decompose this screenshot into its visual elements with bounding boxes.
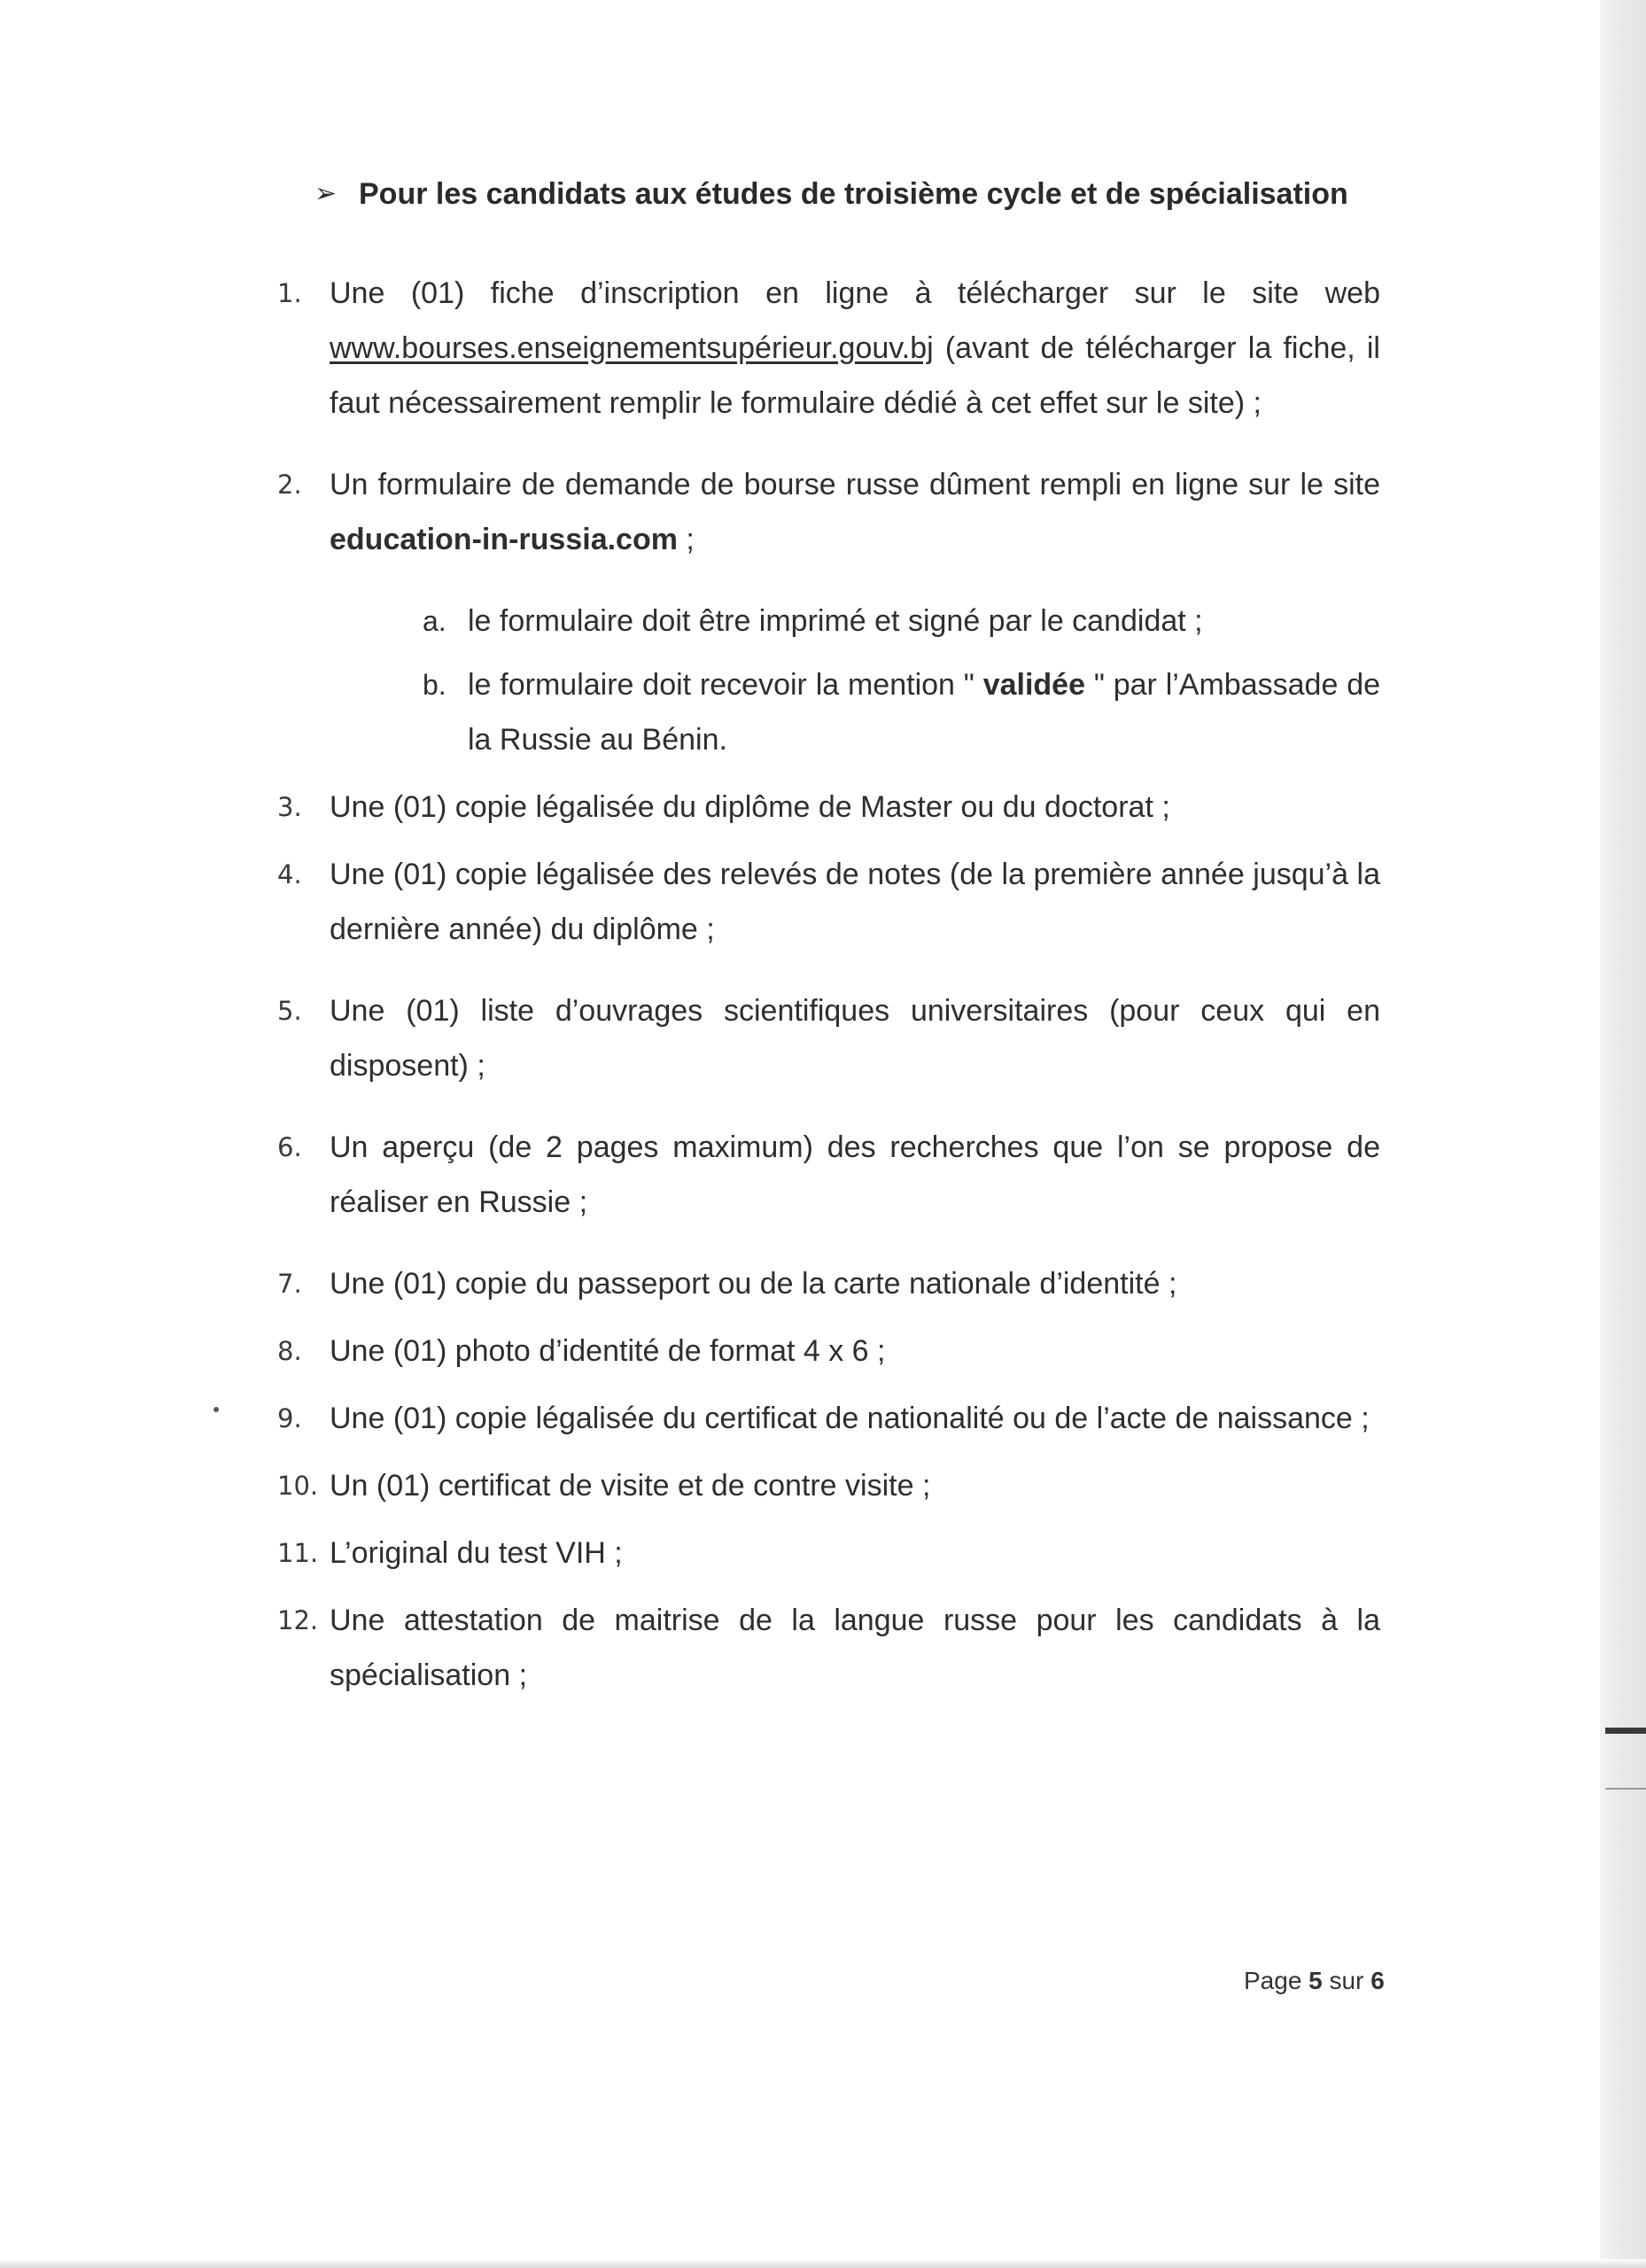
- item-number: 8.: [277, 1336, 302, 1366]
- item-text: Une (01) fiche d’inscription en ligne à télécharger sur le site web: [330, 276, 1380, 310]
- sub-list-item: [277, 594, 1380, 649]
- website-link[interactable]: www.bourses.enseignementsupérieur.gouv.bj: [330, 331, 934, 365]
- sub-list-item: [277, 657, 1380, 767]
- page-current: 5: [1308, 1967, 1323, 1994]
- item-number: 6.: [277, 1132, 302, 1162]
- list-item: [277, 457, 1380, 567]
- item-text: Une (01) photo d’identité de format 4 x 6 ;: [330, 1334, 886, 1368]
- item-text: Une (01) copie légalisée du certificat de nationalité ou de l’acte de naissance ;: [330, 1402, 1370, 1435]
- scan-edge-mark: [1605, 1728, 1646, 1734]
- item-text: ;: [677, 523, 695, 556]
- page-total: 6: [1370, 1967, 1385, 1994]
- scan-edge: [1600, 0, 1646, 2268]
- item-number: 12.: [277, 1605, 319, 1635]
- scan-edge-mark: [1605, 1788, 1646, 1790]
- item-number: 5.: [277, 996, 302, 1026]
- item-number: 9.: [277, 1403, 302, 1433]
- document-body: [277, 167, 1380, 1703]
- list-item: [277, 1526, 1380, 1581]
- item-text: Un (01) certificat de visite et de contre visite ;: [330, 1469, 931, 1503]
- requirements-list: [277, 266, 1380, 1703]
- list-item: [277, 266, 1380, 431]
- item-number: 11.: [277, 1538, 319, 1568]
- item-number: 4.: [277, 859, 302, 889]
- list-item: [277, 1256, 1380, 1311]
- item-text: Une (01) copie du passeport ou de la carte nationale d’identité ;: [330, 1267, 1177, 1301]
- sub-item-text: " par l’Ambassade de la Russie au Bénin.: [468, 668, 1381, 757]
- item-number: 3.: [277, 792, 302, 822]
- list-item: [277, 847, 1380, 957]
- list-item: [277, 1593, 1380, 1703]
- sub-item-text: le formulaire doit recevoir la mention ": [468, 668, 983, 702]
- item-text: Une (01) liste d’ouvrages scientifiques universitaires (pour ceux qui en disposent) ;: [330, 994, 1380, 1083]
- section-heading-text: Pour les candidats aux études de troisième cycle et de spécialisation: [359, 177, 1348, 211]
- item-number: 10.: [277, 1471, 319, 1501]
- item-number: 7.: [277, 1269, 302, 1299]
- scan-bottom-edge: [0, 2259, 1646, 2268]
- page-separator: sur: [1322, 1967, 1371, 1994]
- item-text: Une attestation de maitrise de la langue russe pour les candidats à la spécialisation ;: [330, 1604, 1380, 1692]
- list-item: [277, 983, 1380, 1093]
- emphasis-text: validée: [982, 668, 1085, 702]
- scan-speck: [214, 1407, 219, 1412]
- list-item: [277, 1391, 1380, 1446]
- item-number: 2.: [277, 470, 302, 500]
- item-number: 1.: [277, 278, 302, 308]
- sub-list: [277, 594, 1380, 767]
- section-heading: [277, 167, 1380, 221]
- website-name: education-in-russia.com: [330, 523, 678, 556]
- page-footer: [1244, 1967, 1385, 1995]
- arrow-bullet-icon: ➢: [314, 179, 338, 208]
- sub-item-letter: a.: [423, 605, 446, 637]
- item-text: Une (01) copie légalisée du diplôme de Master ou du doctorat ;: [330, 790, 1170, 824]
- item-text: Une (01) copie légalisée des relevés de notes (de la première année jusqu’à la dernière année) du diplôme ;: [330, 858, 1380, 946]
- list-item: [277, 1324, 1380, 1379]
- page-label: Page: [1244, 1967, 1309, 1994]
- item-text: Un formulaire de demande de bourse russe dûment rempli en ligne sur le site: [330, 468, 1380, 501]
- item-text: L’original du test VIH ;: [330, 1536, 623, 1570]
- item-text: (avant de télécharger la fiche, il faut nécessairement remplir le formulaire dédié à cet effet sur le site) ;: [330, 331, 1380, 420]
- item-text: Un aperçu (de 2 pages maximum) des recherches que l’on se propose de réaliser en Russie ;: [330, 1130, 1380, 1219]
- sub-item-letter: b.: [423, 669, 446, 701]
- sub-item-text: le formulaire doit être imprimé et signé par le candidat ;: [468, 604, 1203, 638]
- list-item: [277, 1120, 1380, 1230]
- list-item: [277, 780, 1380, 835]
- list-item: [277, 1458, 1380, 1513]
